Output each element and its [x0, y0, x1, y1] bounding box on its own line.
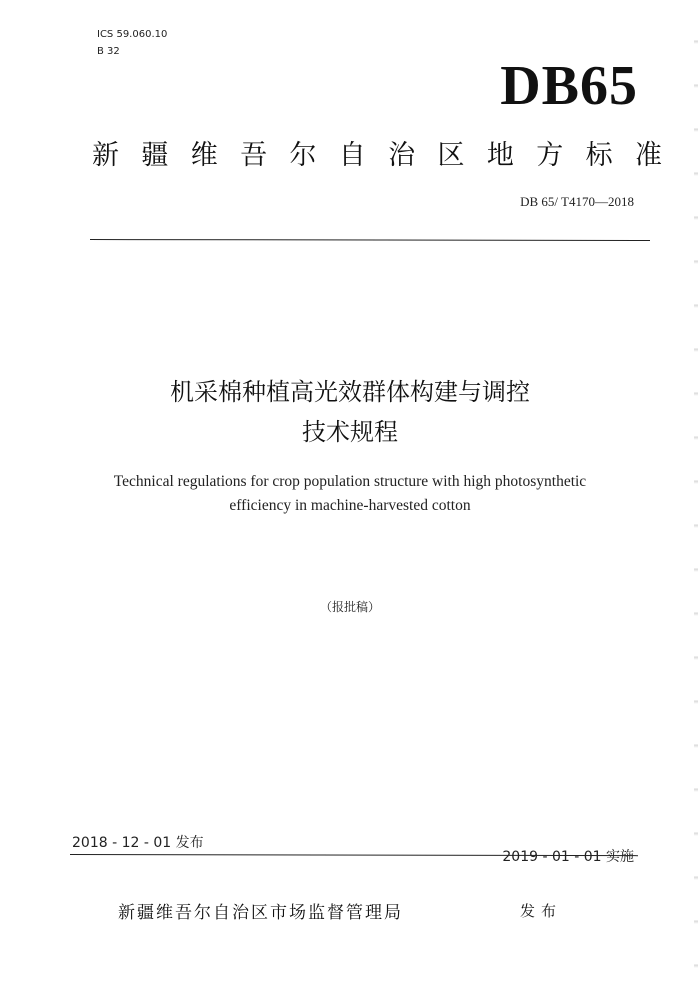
standard-type-char: 地 [486, 140, 514, 171]
standard-type-char: 治 [388, 140, 416, 171]
standard-type-char: 准 [634, 140, 662, 171]
standard-type-char: 区 [437, 140, 465, 171]
standard-type-char: 新 [92, 140, 119, 171]
standard-type-char: 自 [338, 140, 366, 171]
standard-type-char: 尔 [289, 140, 317, 171]
chinese-title-line1: 机采棉种植高光效群体构建与调控 [170, 378, 530, 406]
ics-block [97, 26, 167, 60]
header-divider [90, 239, 650, 241]
classification-code: B 32 [97, 46, 120, 57]
english-title-line1: Technical regulations for crop population structure with high photosynthetic [113, 473, 587, 490]
standard-type-char: 标 [585, 140, 613, 171]
db65-logo: DB65 [500, 55, 638, 117]
english-title-line2: efficiency in machine-harvested cotton [229, 497, 471, 514]
footer-divider [70, 854, 638, 856]
english-title [60, 470, 640, 518]
draft-status: （报批稿） [319, 600, 380, 614]
standard-type-char: 方 [536, 140, 564, 171]
standard-number: DB 65/ T4170—2018 [520, 194, 634, 209]
issue-label: 发布 [520, 902, 563, 920]
ics-code: ICS 59.060.10 [97, 29, 168, 40]
standard-type-char: 维 [190, 140, 218, 171]
standard-type-char: 疆 [141, 140, 169, 171]
effective-date: 2019 - 01 - 01 实施 [502, 849, 634, 865]
chinese-title-line2: 技术规程 [302, 418, 398, 446]
chinese-title [0, 372, 700, 452]
issuing-authority: 新疆维吾尔自治区市场监督管理局 [118, 903, 403, 923]
standard-type-char: 吾 [240, 140, 268, 171]
standard-type-title [92, 133, 662, 172]
publish-date: 2018 - 12 - 01 发布 [72, 835, 204, 851]
scan-edge-artifact [694, 0, 698, 990]
